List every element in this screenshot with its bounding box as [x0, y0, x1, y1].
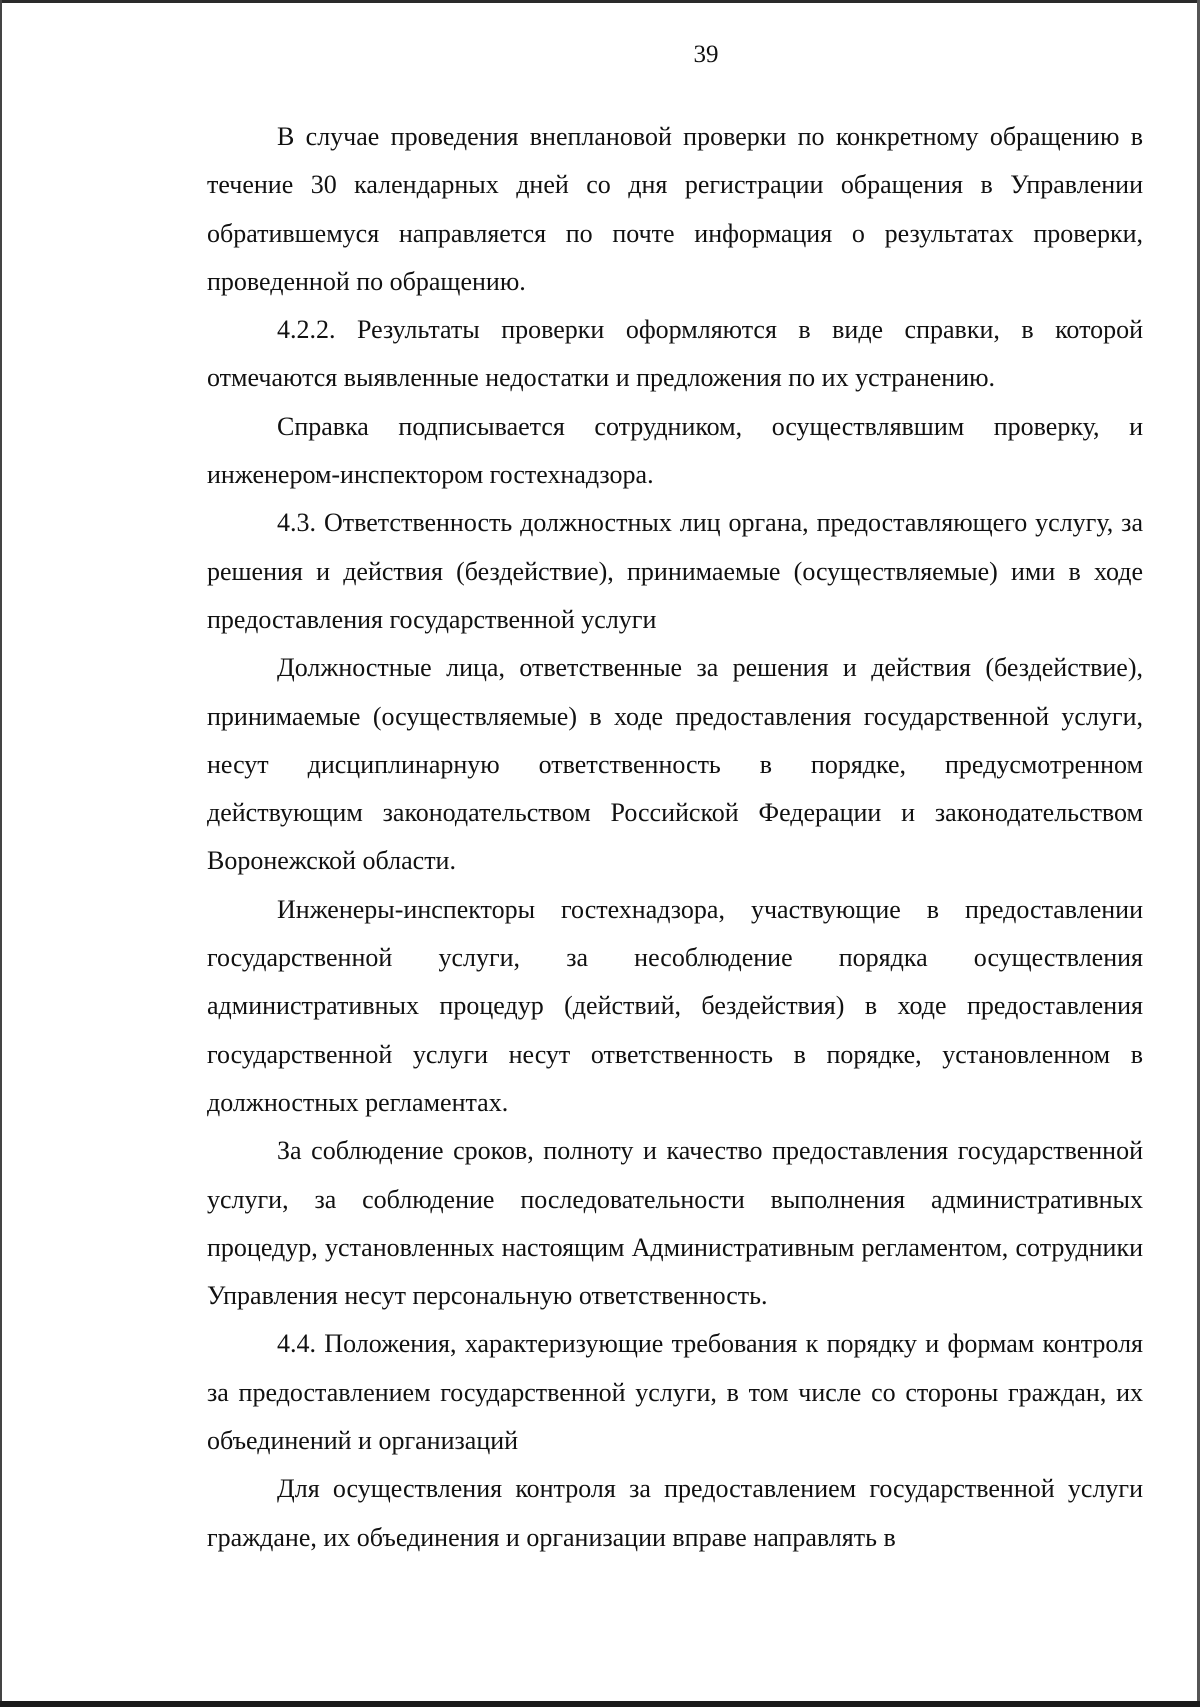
- paragraph-inspectors-responsibility: Инженеры-инспекторы гостехнадзора, участвующие в предоставлении государственной услуги, за несоблюдение порядка осуществления административных процедур (действий, бездействия) в ходе предоставления государственной услуги несут ответственность в порядке, установленном в должностных регламентах.: [207, 894, 1143, 1117]
- paragraph-certificate-signing: Справка подписывается сотрудником, осуществлявшим проверку, и инженером-инспектором гостехнадзора.: [207, 411, 1143, 490]
- scan-edge-bottom: [0, 1701, 1200, 1707]
- document-body: [207, 113, 1143, 1562]
- paragraph-officials-responsibility: Должностные лица, ответственные за решения и действия (бездействие), принимаемые (осуществляемые) в ходе предоставления государственной услуги, несут дисциплинарную ответственность в порядке, предусмотренном действующим законодательством Российской Федерации и законодательством Воронежской области.: [207, 653, 1143, 876]
- paragraph-4-2-2: 4.2.2. Результаты проверки оформляются в виде справки, в которой отмечаются выявленные недостатки и предложения по их устранению.: [207, 315, 1143, 393]
- paragraph-personal-responsibility: За соблюдение сроков, полноту и качество предоставления государственной услуги, за соблюдение последовательности выполнения административных процедур, установленных настоящим Административным регламентом, сотрудники Управления несут персональную ответственность.: [207, 1136, 1143, 1311]
- paragraph-4-4: 4.4. Положения, характеризующие требования к порядку и формам контроля за предоставлением государственной услуги, в том числе со стороны граждан, их объединений и организаций: [207, 1329, 1143, 1456]
- paragraph-citizen-control: Для осуществления контроля за предоставлением государственной услуги граждане, их объединения и организации вправе направлять в: [207, 1474, 1143, 1552]
- page-number: 39: [693, 41, 719, 68]
- paragraph-4-3: 4.3. Ответственность должностных лиц органа, предоставляющего услугу, за решения и действия (бездействие), принимаемые (осуществляемые) ими в ходе предоставления государственной услуги: [207, 508, 1143, 634]
- scan-edge-top: [0, 0, 1200, 3]
- scan-edge-left: [0, 0, 2, 1707]
- paragraph-unscheduled-inspection: В случае проведения внеплановой проверки по конкретному обращению в течение 30 календарных дней со дня регистрации обращения в Управлении обратившемуся направляется по почте информация о результатах проверки, проведенной по обращению.: [207, 122, 1143, 296]
